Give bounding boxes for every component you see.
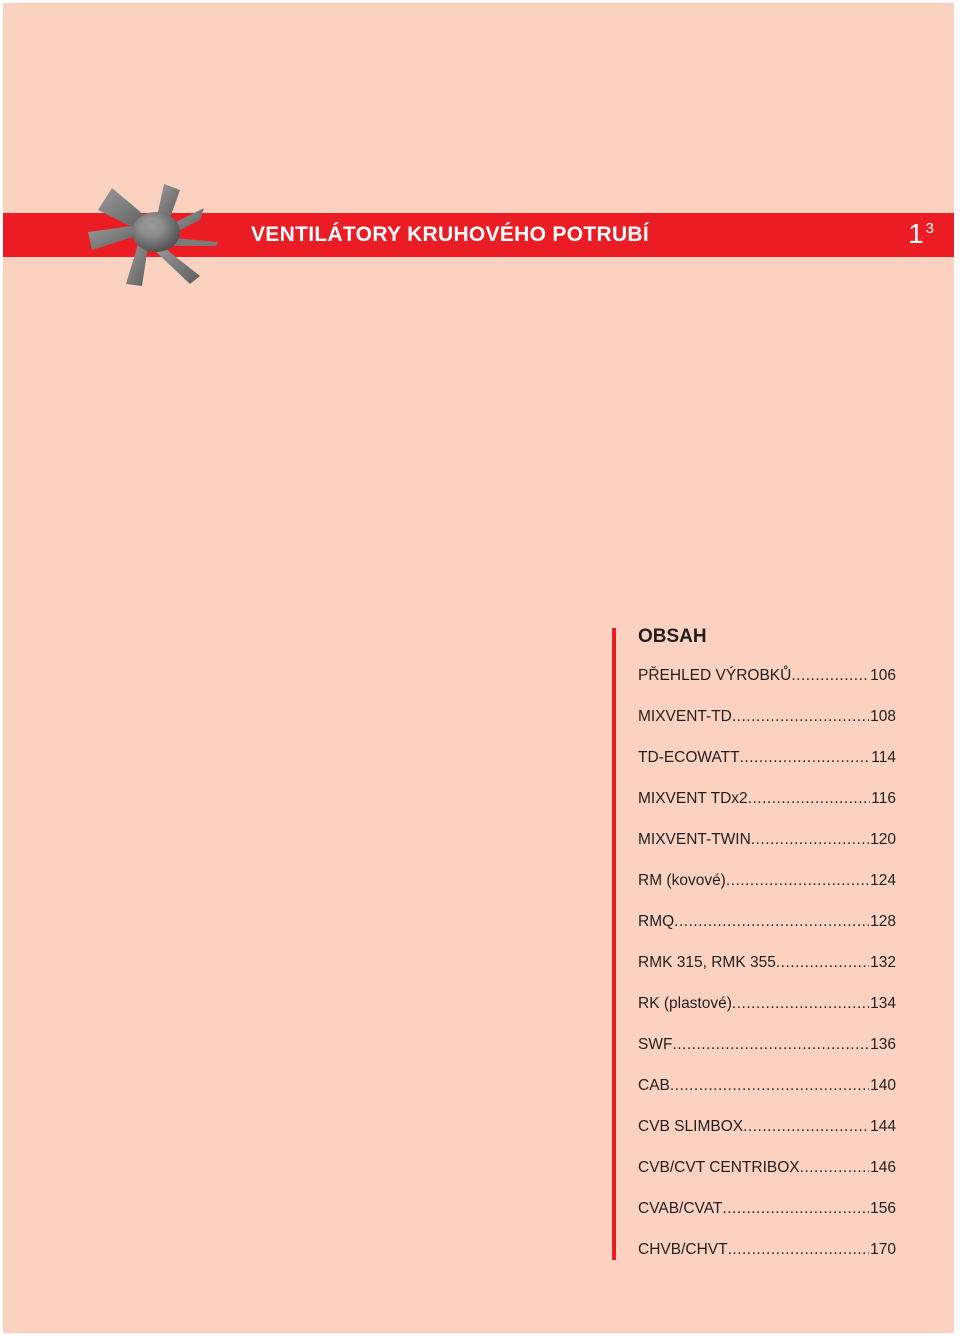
toc-entry[interactable] xyxy=(638,995,896,1036)
toc-dot-leader xyxy=(674,913,869,931)
toc-entry[interactable] xyxy=(638,790,896,831)
toc-accent-bar xyxy=(612,628,616,1260)
toc-entry[interactable] xyxy=(638,1036,896,1077)
toc-dot-leader xyxy=(732,995,869,1013)
toc-heading: OBSAH xyxy=(638,626,707,647)
toc-dot-leader xyxy=(672,1036,869,1054)
toc-dot-leader xyxy=(791,667,869,685)
toc-entry-label: CAB xyxy=(638,1077,670,1094)
toc-dot-leader xyxy=(743,1118,869,1136)
toc-entry-label: CVB/CVT CENTRIBOX xyxy=(638,1159,800,1176)
toc-entry[interactable] xyxy=(638,872,896,913)
toc-entry[interactable] xyxy=(638,954,896,995)
toc-entry-page-number: 136 xyxy=(870,1036,896,1053)
toc-entry[interactable] xyxy=(638,1200,896,1241)
toc-entry-page-number: 120 xyxy=(870,831,896,848)
toc-entry-label: MIXVENT-TD xyxy=(638,708,732,725)
toc-entry-label: MIXVENT-TWIN xyxy=(638,831,751,848)
toc-dot-leader xyxy=(751,831,869,849)
toc-dot-leader xyxy=(740,749,871,767)
toc-entry-page-number: 140 xyxy=(870,1077,896,1094)
toc-entry-page-number: 132 xyxy=(870,954,896,971)
toc-entry-label: RMK 315, RMK 355 xyxy=(638,954,776,971)
toc-dot-leader xyxy=(800,1159,869,1177)
toc-entry-label: SWF xyxy=(638,1036,673,1053)
toc-entry-page-number: 170 xyxy=(870,1241,896,1258)
toc-entry[interactable] xyxy=(638,1159,896,1200)
toc-entry-label: MIXVENT TDx2 xyxy=(638,790,748,807)
toc-entry-label: CVB SLIMBOX xyxy=(638,1118,744,1135)
toc-entry-page-number: 108 xyxy=(870,708,896,725)
toc-entry[interactable] xyxy=(638,831,896,872)
toc-entry[interactable] xyxy=(638,913,896,954)
toc-dot-leader xyxy=(732,708,869,726)
toc-entry-page-number: 128 xyxy=(870,913,896,930)
toc-entry[interactable] xyxy=(638,1077,896,1118)
toc-list xyxy=(638,667,896,1282)
toc-entry[interactable] xyxy=(638,667,896,708)
toc-dot-leader xyxy=(726,872,869,890)
toc-dot-leader xyxy=(728,1241,870,1259)
toc-entry-label: CHVB/CHVT xyxy=(638,1241,728,1258)
toc-entry-label: PŘEHLED VÝROBKŮ xyxy=(638,667,792,684)
section-number xyxy=(908,218,934,250)
toc-dot-leader xyxy=(776,954,869,972)
toc-entry-label: RM (kovové) xyxy=(638,872,726,889)
toc-entry[interactable] xyxy=(638,708,896,749)
toc-entry-page-number: 134 xyxy=(870,995,896,1012)
toc-entry[interactable] xyxy=(638,749,896,790)
toc-entry[interactable] xyxy=(638,1118,896,1159)
toc-entry[interactable] xyxy=(638,1241,896,1282)
toc-entry-label: CVAB/CVAT xyxy=(638,1200,723,1217)
section-title: VENTILÁTORY KRUHOVÉHO POTRUBÍ xyxy=(251,223,650,246)
toc-entry-page-number: 106 xyxy=(870,667,896,684)
section-number-main: 1 xyxy=(908,218,924,249)
toc-entry-page-number: 156 xyxy=(870,1200,896,1217)
toc-entry-label: RK (plastové) xyxy=(638,995,732,1012)
toc-entry-label: RMQ xyxy=(638,913,675,930)
toc-dot-leader xyxy=(722,1200,869,1218)
section-number-superscript: 3 xyxy=(925,220,934,237)
toc-entry-page-number: 146 xyxy=(870,1159,896,1176)
fan-impeller-icon xyxy=(82,180,222,292)
toc-entry-page-number: 114 xyxy=(871,749,896,766)
toc-entry-page-number: 116 xyxy=(871,790,896,807)
toc-dot-leader xyxy=(670,1077,869,1095)
toc-entry-page-number: 144 xyxy=(870,1118,896,1135)
toc-entry-page-number: 124 xyxy=(870,872,896,889)
toc-dot-leader xyxy=(748,790,871,808)
toc-entry-label: TD-ECOWATT xyxy=(638,749,740,766)
